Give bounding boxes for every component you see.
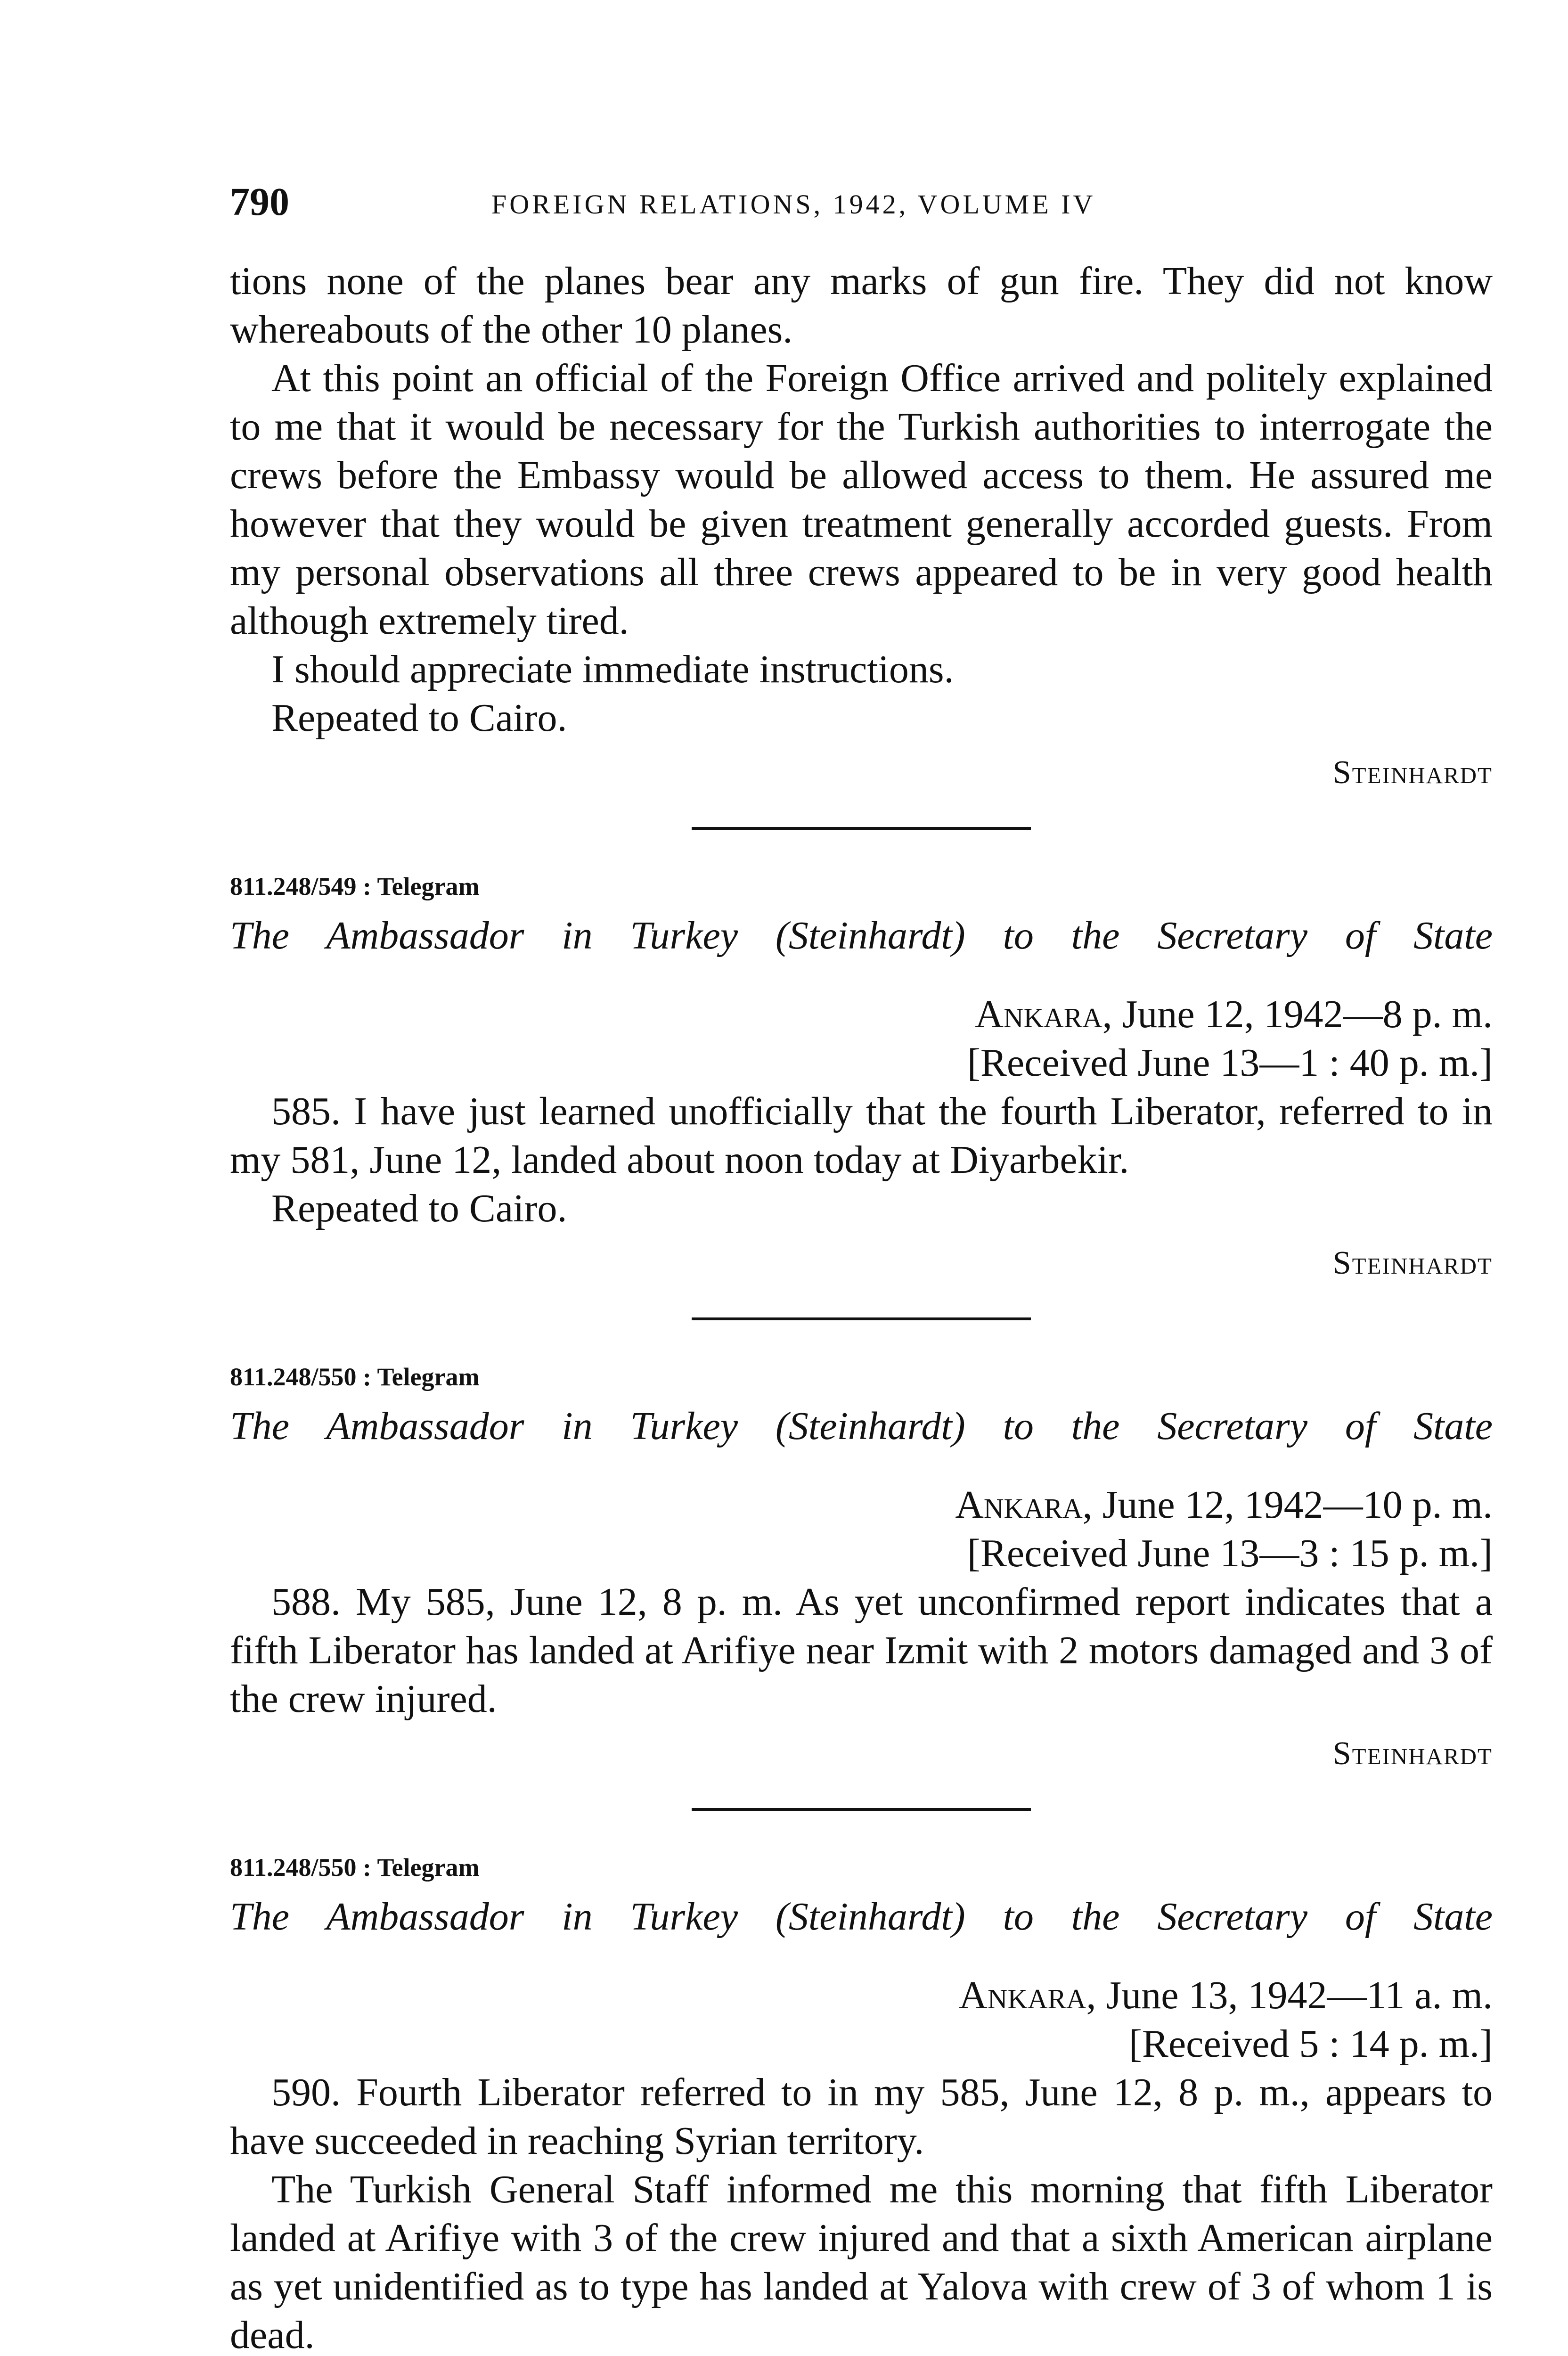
section-divider [692, 827, 1031, 830]
received-line: [Received June 13—3 : 15 p. m.] [967, 1531, 1493, 1575]
section-divider [692, 1808, 1031, 1811]
page-header [230, 179, 1493, 231]
continuation-paragraph: tions none of the planes bear any marks of gun fire. They did not know whereabouts of the other 10 planes. [230, 259, 1493, 352]
document-title: The Ambassador in Turkey (Steinhardt) to the Secretary of State [230, 1895, 1493, 1939]
dateline-place: Ankara, [955, 1483, 1093, 1527]
file-number: 811.248/549 : Telegram [230, 872, 480, 900]
telegram-section [230, 1849, 1493, 2356]
page-number: 790 [230, 180, 289, 224]
file-number: 811.248/550 : Telegram [230, 1853, 480, 1882]
dateline-date: June 13, 1942—11 a. m. [1106, 1973, 1493, 2017]
document-title: The Ambassador in Turkey (Steinhardt) to the Secretary of State [230, 914, 1493, 957]
telegram-paragraph: Repeated to Cairo. [271, 1186, 567, 1230]
telegram-paragraph: The Turkish General Staff informed me this morning that fifth Liberator landed at Arifiye with 3 of the crew injured and that a sixth American airplane as yet unidentified as to type has landed at Yalova with crew of 3 of whom 1 is dead. [230, 2168, 1493, 2356]
dateline [230, 1971, 1493, 2020]
telegram-section [230, 867, 1493, 1289]
received-line: [Received June 13—1 : 40 p. m.] [967, 1041, 1493, 1085]
page-body [230, 257, 1493, 2356]
dateline [230, 1481, 1493, 1529]
signature: Steinhardt [1332, 754, 1493, 791]
dateline-date: June 12, 1942—10 p. m. [1102, 1483, 1493, 1527]
dateline-place: Ankara, [959, 1973, 1096, 2017]
signature: Steinhardt [1332, 1245, 1493, 1281]
document-title: The Ambassador in Turkey (Steinhardt) to the Secretary of State [230, 1404, 1493, 1448]
running-head: FOREIGN RELATIONS, 1942, VOLUME IV [491, 189, 1096, 220]
continuation-paragraph: I should appreciate immediate instructions. [271, 647, 954, 691]
telegram-section [230, 1358, 1493, 1780]
received-line: [Received 5 : 14 p. m.] [1128, 2022, 1493, 2066]
file-number: 811.248/550 : Telegram [230, 1363, 480, 1391]
signature: Steinhardt [1332, 1735, 1493, 1772]
continuation-paragraph: At this point an official of the Foreign Office arrived and politely explained to me that it would be necessary for the Turkish authorities to interrogate the crews before the Embassy would be allowed access to them. He assured me however that they would be given treatment generally accorded guests. From my personal observations all three crews appeared to be in very good health although extremely tired. [230, 356, 1493, 643]
dateline-date: June 12, 1942—8 p. m. [1122, 992, 1493, 1036]
dateline [230, 990, 1493, 1039]
section-divider [692, 1317, 1031, 1320]
dateline-place: Ankara, [975, 992, 1112, 1036]
telegram-paragraph: 585. I have just learned unofficially that the fourth Liberator, referred to in my 581, June 12, landed about noon today at Diyarbekir. [230, 1089, 1493, 1182]
telegram-paragraph: 590. Fourth Liberator referred to in my 585, June 12, 8 p. m., appears to have succeeded in reaching Syrian territory. [230, 2070, 1493, 2163]
continuation-paragraph: Repeated to Cairo. [271, 696, 567, 740]
telegram-paragraph: 588. My 585, June 12, 8 p. m. As yet unconfirmed report indicates that a fifth Liberator has landed at Arifiye near Izmit with 2 motors damaged and 3 of the crew injured. [230, 1580, 1493, 1721]
